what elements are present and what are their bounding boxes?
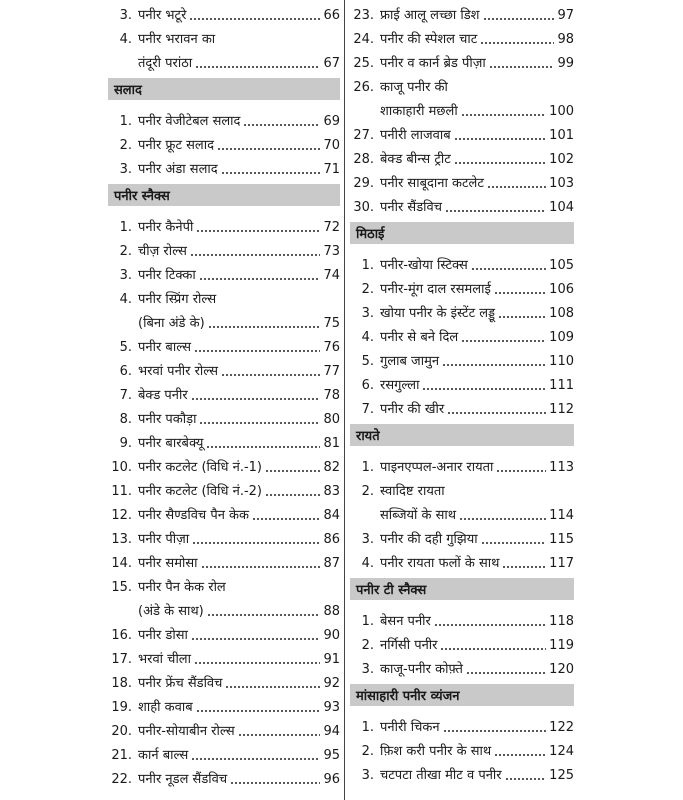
page-number: 115 bbox=[549, 532, 574, 547]
page-number: 93 bbox=[323, 700, 340, 715]
entry-title: खोया पनीर के इंस्टेंट लड्डू bbox=[380, 306, 496, 321]
list-group bbox=[108, 106, 340, 178]
page-number: 102 bbox=[549, 152, 574, 167]
toc-entry bbox=[108, 48, 340, 72]
entry-number: 1. bbox=[361, 614, 374, 629]
section-header-tea-snacks: पनीर टी स्नैक्स bbox=[350, 578, 574, 600]
section-header-nonveg: मांसाहारी पनीर व्यंजन bbox=[350, 684, 574, 706]
entry-title: पनीर साबूदाना कटलेट bbox=[380, 176, 484, 191]
page-number: 112 bbox=[549, 402, 574, 417]
page-number: 108 bbox=[549, 306, 574, 321]
entry-number: 21. bbox=[111, 748, 132, 763]
dot-leader bbox=[194, 662, 320, 664]
toc-entry bbox=[108, 380, 340, 404]
entry-number: 25. bbox=[353, 56, 374, 71]
page-number: 117 bbox=[549, 556, 574, 571]
entry-title: पनीर की खीर bbox=[380, 402, 445, 417]
page-number: 73 bbox=[323, 244, 340, 259]
toc-entry bbox=[350, 322, 574, 346]
entry-title: बेसन पनीर bbox=[380, 614, 431, 629]
toc-entry bbox=[108, 0, 340, 24]
entry-title: पनीर फ्रूट सलाद bbox=[138, 138, 214, 153]
entry-title: पनीर कैनेपी bbox=[138, 220, 194, 235]
page-number: 83 bbox=[323, 484, 340, 499]
dot-leader bbox=[461, 114, 546, 116]
entry-number: 3. bbox=[119, 8, 132, 23]
toc-entry bbox=[108, 404, 340, 428]
entry-title: पनीर की दही गुझिया bbox=[380, 532, 478, 547]
entry-number: 19. bbox=[111, 700, 132, 715]
dot-leader bbox=[199, 278, 321, 280]
entry-number: 14. bbox=[111, 556, 132, 571]
page-number: 88 bbox=[323, 604, 340, 619]
entry-number: 12. bbox=[111, 508, 132, 523]
toc-entry bbox=[350, 96, 574, 120]
toc-entry bbox=[108, 154, 340, 178]
page-number: 124 bbox=[549, 744, 574, 759]
entry-title: (बिना अंडे के) bbox=[138, 316, 205, 331]
dot-leader bbox=[459, 518, 546, 520]
page-number: 71 bbox=[323, 162, 340, 177]
toc-entry bbox=[350, 500, 574, 524]
toc-entry bbox=[108, 596, 340, 620]
entry-number: 15. bbox=[111, 580, 132, 595]
toc-entry bbox=[108, 644, 340, 668]
entry-title: पनीर समोसा bbox=[138, 556, 198, 571]
list-group bbox=[350, 606, 574, 678]
dot-leader bbox=[454, 138, 547, 140]
page-number: 101 bbox=[549, 128, 574, 143]
page-number: 72 bbox=[323, 220, 340, 235]
entry-number: 20. bbox=[111, 724, 132, 739]
entry-number: 2. bbox=[361, 638, 374, 653]
page-number: 114 bbox=[549, 508, 574, 523]
page-number: 86 bbox=[323, 532, 340, 547]
dot-leader bbox=[208, 326, 321, 328]
toc-entry bbox=[350, 192, 574, 216]
dot-leader bbox=[207, 614, 321, 616]
toc-entry bbox=[350, 250, 574, 274]
toc-entry bbox=[350, 524, 574, 548]
entry-title: पनीर फ्रेंच सैंडविच bbox=[138, 676, 223, 691]
entry-number: 4. bbox=[361, 556, 374, 571]
toc-entry bbox=[350, 394, 574, 418]
entry-title: शाकाहारी मछली bbox=[380, 104, 458, 119]
dot-leader bbox=[217, 148, 320, 150]
dot-leader bbox=[221, 172, 321, 174]
dot-leader bbox=[195, 66, 320, 68]
toc-entry bbox=[350, 168, 574, 192]
entry-number: 1. bbox=[361, 460, 374, 475]
entry-number: 10. bbox=[111, 460, 132, 475]
entry-title: पनीर सैंडविच bbox=[380, 200, 443, 215]
dot-leader bbox=[265, 494, 320, 496]
dot-leader bbox=[265, 470, 320, 472]
page-number: 122 bbox=[549, 720, 574, 735]
toc-entry bbox=[108, 212, 340, 236]
page-number: 87 bbox=[323, 556, 340, 571]
entry-title: काजू-पनीर कोफ़्ते bbox=[380, 662, 463, 677]
dot-leader bbox=[496, 470, 546, 472]
toc-entry bbox=[108, 308, 340, 332]
toc-entry bbox=[108, 130, 340, 154]
dot-leader bbox=[192, 542, 320, 544]
entry-title: (अंडे के साथ) bbox=[138, 604, 204, 619]
entry-title: चटपटा तीखा मीट व पनीर bbox=[380, 768, 502, 783]
page-number: 109 bbox=[549, 330, 574, 345]
entry-number: 3. bbox=[119, 162, 132, 177]
toc-entry bbox=[350, 760, 574, 784]
dot-leader bbox=[483, 18, 555, 20]
toc-entry bbox=[350, 736, 574, 760]
dot-leader bbox=[191, 758, 320, 760]
page-number: 110 bbox=[549, 354, 574, 369]
toc-entry bbox=[108, 106, 340, 130]
entry-number: 3. bbox=[361, 306, 374, 321]
entry-title: पनीरी लाजवाब bbox=[380, 128, 451, 143]
toc-entry bbox=[350, 144, 574, 168]
dot-leader bbox=[440, 648, 546, 650]
dot-leader bbox=[230, 782, 320, 784]
page-number: 78 bbox=[323, 388, 340, 403]
toc-entry bbox=[350, 120, 574, 144]
page-number: 105 bbox=[549, 258, 574, 273]
entry-number: 7. bbox=[361, 402, 374, 417]
toc-entry bbox=[108, 668, 340, 692]
entry-number: 2. bbox=[119, 244, 132, 259]
entry-title: भरवां पनीर रोल्स bbox=[138, 364, 219, 379]
entry-title: पनीर रायता फलों के साथ bbox=[380, 556, 500, 571]
entry-title: पाइनएप्पल-अनार रायता bbox=[380, 460, 494, 475]
list-group bbox=[350, 0, 574, 216]
page-number: 104 bbox=[549, 200, 574, 215]
page-number: 75 bbox=[323, 316, 340, 331]
entry-number: 7. bbox=[119, 388, 132, 403]
entry-title: स्वादिष्ट रायता bbox=[380, 484, 445, 499]
entry-title: फ्राई आलू लच्छा डिश bbox=[380, 8, 480, 23]
section-header-paneer-snacks: पनीर स्नैक्स bbox=[108, 184, 340, 206]
entry-title: पनीर पकौड़ा bbox=[138, 412, 197, 427]
entry-number: 4. bbox=[119, 292, 132, 307]
entry-number: 6. bbox=[361, 378, 374, 393]
entry-title: चीज़ रोल्स bbox=[138, 244, 187, 259]
entry-number: 3. bbox=[119, 268, 132, 283]
dot-leader bbox=[461, 340, 546, 342]
page-number: 97 bbox=[557, 8, 574, 23]
entry-title: काजू पनीर की bbox=[380, 80, 448, 95]
entry-number: 16. bbox=[111, 628, 132, 643]
entry-number: 23. bbox=[353, 8, 374, 23]
dot-leader bbox=[466, 672, 546, 674]
dot-leader bbox=[494, 292, 546, 294]
toc-entry bbox=[108, 236, 340, 260]
entry-title: पनीर-सोयाबीन रोल्स bbox=[138, 724, 235, 739]
entry-number: 17. bbox=[111, 652, 132, 667]
entry-number: 4. bbox=[119, 32, 132, 47]
page-number: 67 bbox=[323, 56, 340, 71]
section-header-salad: सलाद bbox=[108, 78, 340, 100]
entry-title: पनीर स्प्रिंग रोल्स bbox=[138, 292, 217, 307]
dot-leader bbox=[252, 518, 320, 520]
dot-leader bbox=[190, 254, 321, 256]
page-number: 77 bbox=[323, 364, 340, 379]
section-header-raita: रायते bbox=[350, 424, 574, 446]
dot-leader bbox=[201, 566, 321, 568]
entry-number: 4. bbox=[361, 330, 374, 345]
entry-number: 1. bbox=[361, 258, 374, 273]
toc-entry bbox=[108, 284, 340, 308]
entry-title: गुलाब जामुन bbox=[380, 354, 440, 369]
entry-number: 11. bbox=[111, 484, 132, 499]
dot-leader bbox=[489, 66, 555, 68]
toc-entry bbox=[350, 274, 574, 298]
page-number: 81 bbox=[323, 436, 340, 451]
dot-leader bbox=[471, 268, 546, 270]
entry-title: पनीर नूडल सैंडविच bbox=[138, 772, 228, 787]
toc-entry bbox=[108, 572, 340, 596]
entry-number: 6. bbox=[119, 364, 132, 379]
toc-entry bbox=[350, 346, 574, 370]
list-group bbox=[108, 0, 340, 72]
entry-title: पनीर से बने दिल bbox=[380, 330, 459, 345]
entry-title: बेक्ड पनीर bbox=[138, 388, 188, 403]
entry-number: 5. bbox=[361, 354, 374, 369]
entry-number: 3. bbox=[361, 662, 374, 677]
dot-leader bbox=[481, 542, 547, 544]
list-group bbox=[350, 712, 574, 784]
dot-leader bbox=[238, 734, 321, 736]
toc-entry bbox=[108, 356, 340, 380]
left-column bbox=[108, 0, 340, 788]
entry-title: पनीर सैण्डविच पैन केक bbox=[138, 508, 250, 523]
entry-number: 1. bbox=[119, 114, 132, 129]
entry-title: भरवां चीला bbox=[138, 652, 191, 667]
entry-number: 2. bbox=[361, 484, 374, 499]
entry-number: 2. bbox=[361, 744, 374, 759]
dot-leader bbox=[505, 778, 547, 780]
dot-leader bbox=[498, 316, 546, 318]
entry-number: 13. bbox=[111, 532, 132, 547]
entry-title: पनीर बाल्स bbox=[138, 340, 192, 355]
entry-number: 2. bbox=[119, 138, 132, 153]
page-number: 111 bbox=[549, 378, 574, 393]
entry-title: पनीर भटूरे bbox=[138, 8, 187, 23]
entry-title: नर्गिसी पनीर bbox=[380, 638, 438, 653]
entry-title: कार्न बाल्स bbox=[138, 748, 189, 763]
entry-number: 18. bbox=[111, 676, 132, 691]
dot-leader bbox=[196, 230, 320, 232]
toc-entry bbox=[108, 548, 340, 572]
dot-leader bbox=[445, 210, 546, 212]
dot-leader bbox=[447, 412, 546, 414]
page-number: 120 bbox=[549, 662, 574, 677]
dot-leader bbox=[243, 124, 320, 126]
entry-title: पनीर भरावन का bbox=[138, 32, 216, 47]
right-column bbox=[350, 0, 574, 784]
dot-leader bbox=[221, 374, 320, 376]
toc-entry bbox=[350, 370, 574, 394]
entry-title: पनीर बारबेक्यू bbox=[138, 436, 204, 451]
page-number: 92 bbox=[323, 676, 340, 691]
entry-number: 3. bbox=[361, 768, 374, 783]
toc-entry bbox=[108, 476, 340, 500]
toc-entry bbox=[108, 716, 340, 740]
toc-entry bbox=[350, 654, 574, 678]
page-number: 84 bbox=[323, 508, 340, 523]
entry-title: पनीर कटलेट (विधि नं.-2) bbox=[138, 484, 262, 499]
list-group bbox=[350, 250, 574, 418]
dot-leader bbox=[480, 42, 554, 44]
entry-number: 26. bbox=[353, 80, 374, 95]
entry-title: तंदूरी परांठा bbox=[138, 56, 193, 71]
page-number: 76 bbox=[323, 340, 340, 355]
dot-leader bbox=[199, 422, 320, 424]
dot-leader bbox=[454, 162, 546, 164]
entry-title: सब्जियों के साथ bbox=[380, 508, 457, 523]
dot-leader bbox=[196, 710, 321, 712]
entry-number: 3. bbox=[361, 532, 374, 547]
entry-number: 8. bbox=[119, 412, 132, 427]
page-number: 91 bbox=[323, 652, 340, 667]
dot-leader bbox=[442, 364, 546, 366]
page-number: 118 bbox=[549, 614, 574, 629]
toc-entry bbox=[108, 500, 340, 524]
entry-title: शाही कवाब bbox=[138, 700, 193, 715]
entry-number: 29. bbox=[353, 176, 374, 191]
page-number: 66 bbox=[323, 8, 340, 23]
toc-entry bbox=[350, 298, 574, 322]
page-number: 99 bbox=[557, 56, 574, 71]
toc-entry bbox=[350, 48, 574, 72]
entry-number: 1. bbox=[361, 720, 374, 735]
toc-entry bbox=[108, 428, 340, 452]
page-number: 96 bbox=[323, 772, 340, 787]
toc-entry bbox=[350, 72, 574, 96]
list-group bbox=[350, 452, 574, 572]
entry-title: पनीर की स्पेशल चाट bbox=[380, 32, 478, 47]
toc-entry bbox=[350, 630, 574, 654]
entry-title: फ़िश करी पनीर के साथ bbox=[380, 744, 492, 759]
entry-number: 28. bbox=[353, 152, 374, 167]
entry-number: 24. bbox=[353, 32, 374, 47]
dot-leader bbox=[443, 730, 547, 732]
toc-entry bbox=[350, 476, 574, 500]
dot-leader bbox=[422, 388, 546, 390]
dot-leader bbox=[191, 398, 321, 400]
entry-title: पनीर पैन केक रोल bbox=[138, 580, 226, 595]
entry-number: 5. bbox=[119, 340, 132, 355]
page-number: 103 bbox=[549, 176, 574, 191]
entry-title: पनीर टिक्का bbox=[138, 268, 196, 283]
entry-number: 1. bbox=[119, 220, 132, 235]
toc-entry bbox=[108, 260, 340, 284]
page-number: 70 bbox=[323, 138, 340, 153]
page-number: 98 bbox=[557, 32, 574, 47]
toc-entry bbox=[108, 620, 340, 644]
toc-entry bbox=[350, 548, 574, 572]
toc-entry bbox=[108, 740, 340, 764]
dot-leader bbox=[225, 686, 320, 688]
dot-leader bbox=[206, 446, 320, 448]
page-number: 113 bbox=[549, 460, 574, 475]
entry-number: 30. bbox=[353, 200, 374, 215]
entry-number: 2. bbox=[361, 282, 374, 297]
entry-title: पनीर-खोया स्टिक्स bbox=[380, 258, 468, 273]
toc-entry bbox=[350, 0, 574, 24]
page-number: 106 bbox=[549, 282, 574, 297]
entry-title: रसगुल्ला bbox=[380, 378, 420, 393]
toc-entry bbox=[108, 24, 340, 48]
page-number: 82 bbox=[323, 460, 340, 475]
dot-leader bbox=[191, 638, 321, 640]
page-number: 94 bbox=[323, 724, 340, 739]
page-number: 100 bbox=[549, 104, 574, 119]
toc-entry bbox=[350, 24, 574, 48]
entry-title: पनीर वेजीटेबल सलाद bbox=[138, 114, 241, 129]
entry-title: पनीर डोसा bbox=[138, 628, 188, 643]
dot-leader bbox=[487, 186, 546, 188]
entry-title: पनीर व कार्न ब्रेड पीज़ा bbox=[380, 56, 486, 71]
entry-title: पनीर-मूंग दाल रसमलाई bbox=[380, 282, 491, 297]
list-group bbox=[108, 212, 340, 788]
page-number: 69 bbox=[323, 114, 340, 129]
page-number: 90 bbox=[323, 628, 340, 643]
entry-title: बेक्ड बीन्स ट्रीट bbox=[380, 152, 451, 167]
entry-title: पनीर कटलेट (विधि नं.-1) bbox=[138, 460, 262, 475]
entry-number: 27. bbox=[353, 128, 374, 143]
toc-entry bbox=[108, 764, 340, 788]
toc-entry bbox=[350, 712, 574, 736]
dot-leader bbox=[189, 18, 320, 20]
toc-entry bbox=[108, 332, 340, 356]
toc-entry bbox=[350, 452, 574, 476]
column-divider bbox=[344, 0, 345, 800]
dot-leader bbox=[494, 754, 546, 756]
entry-number: 22. bbox=[111, 772, 132, 787]
entry-title: पनीर अंडा सलाद bbox=[138, 162, 218, 177]
toc-entry bbox=[108, 452, 340, 476]
page-number: 119 bbox=[549, 638, 574, 653]
section-header-sweets: मिठाई bbox=[350, 222, 574, 244]
dot-leader bbox=[502, 566, 546, 568]
page-number: 95 bbox=[323, 748, 340, 763]
page-number: 125 bbox=[549, 768, 574, 783]
toc-entry bbox=[108, 524, 340, 548]
entry-title: पनीरी चिकन bbox=[380, 720, 440, 735]
page-number: 74 bbox=[323, 268, 340, 283]
dot-leader bbox=[434, 624, 546, 626]
dot-leader bbox=[194, 350, 320, 352]
toc-entry bbox=[350, 606, 574, 630]
entry-number: 9. bbox=[119, 436, 132, 451]
toc-entry bbox=[108, 692, 340, 716]
entry-title: पनीर पीज़ा bbox=[138, 532, 190, 547]
page-number: 80 bbox=[323, 412, 340, 427]
